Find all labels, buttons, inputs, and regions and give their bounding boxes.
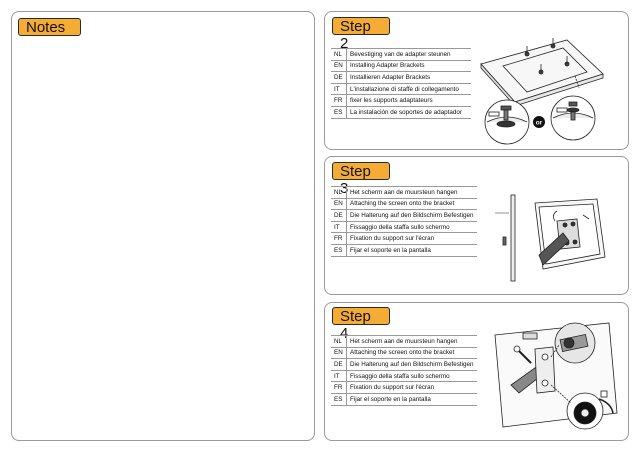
language-code: EN xyxy=(331,60,347,72)
step-3-panel xyxy=(324,156,629,295)
instruction-text: Fissaggio della staffa sullo schermo xyxy=(347,370,477,382)
instruction-text: Fijar el soporte en la pantalla xyxy=(347,393,477,405)
language-code: ES xyxy=(331,393,347,405)
language-code: EN xyxy=(331,347,347,359)
language-code: IT xyxy=(331,370,347,382)
notes-panel xyxy=(11,11,315,441)
step-4-title: Step 4 xyxy=(332,307,390,325)
language-code: FR xyxy=(331,382,347,394)
step-3-illustration xyxy=(485,185,625,293)
step-4-illustration xyxy=(489,313,627,439)
table-row xyxy=(331,244,477,256)
instruction-text: Het scherm aan de muursteun hangen xyxy=(347,336,477,348)
instruction-text: Attaching the screen onto the bracket xyxy=(347,198,477,210)
language-code: NL xyxy=(331,49,347,61)
step-4-panel xyxy=(324,302,629,441)
table-row xyxy=(331,72,471,84)
language-code: DE xyxy=(331,72,347,84)
step-2-title: Step 2 xyxy=(332,17,390,35)
language-code: FR xyxy=(331,233,347,245)
instruction-text: Attaching the screen onto the bracket xyxy=(347,347,477,359)
instruction-text: La instalación de soportes de adaptador xyxy=(347,106,472,118)
table-row xyxy=(331,382,477,394)
instruction-text: Bevestiging van de adapter steunen xyxy=(347,49,472,61)
instruction-text: Fissaggio della staffa sullo schermo xyxy=(347,221,477,233)
table-row xyxy=(331,210,477,222)
language-code: IT xyxy=(331,221,347,233)
table-row xyxy=(331,95,471,107)
language-code: NL xyxy=(331,336,347,348)
language-code: ES xyxy=(331,106,347,118)
language-code: ES xyxy=(331,244,347,256)
language-code: NL xyxy=(331,187,347,199)
or-label: or xyxy=(535,119,543,127)
step-2-illustration xyxy=(475,26,625,146)
step-2-language-table xyxy=(331,48,471,119)
instruction-text: Fixation du support sur l'écran xyxy=(347,382,477,394)
table-row xyxy=(331,393,477,405)
step-4-language-table xyxy=(331,335,477,406)
table-row xyxy=(331,187,477,199)
instruction-text: fixer les supports adaptateurs xyxy=(347,95,472,107)
instruction-text: Het scherm aan de muursteun hangen xyxy=(347,187,477,199)
language-code: FR xyxy=(331,95,347,107)
table-row xyxy=(331,233,477,245)
instruction-text: Fixation du support sur l'écran xyxy=(347,233,477,245)
table-row xyxy=(331,221,477,233)
instruction-text: Die Halterung auf den Bildschirm Befestigen xyxy=(347,210,477,222)
instruction-text: L'installazione di staffe di collegamento xyxy=(347,83,472,95)
language-code: EN xyxy=(331,198,347,210)
table-row xyxy=(331,49,471,61)
step-2-panel xyxy=(324,11,629,150)
table-row xyxy=(331,60,471,72)
language-code: DE xyxy=(331,359,347,371)
step-3-title: Step 3 xyxy=(332,162,390,180)
table-row xyxy=(331,370,477,382)
table-row xyxy=(331,106,471,118)
table-row xyxy=(331,336,477,348)
instruction-text: Die Halterung auf den Bildschirm Befestigen xyxy=(347,359,477,371)
instruction-text: Fijar el soporte en la pantalla xyxy=(347,244,477,256)
table-row xyxy=(331,359,477,371)
language-code: IT xyxy=(331,83,347,95)
notes-title: Notes xyxy=(18,18,81,36)
table-row xyxy=(331,347,477,359)
instruction-text: Installing Adapter Brackets xyxy=(347,60,472,72)
table-row xyxy=(331,83,471,95)
instruction-text: Installieren Adapter Brackets xyxy=(347,72,472,84)
step-3-language-table xyxy=(331,186,477,257)
language-code: DE xyxy=(331,210,347,222)
table-row xyxy=(331,198,477,210)
